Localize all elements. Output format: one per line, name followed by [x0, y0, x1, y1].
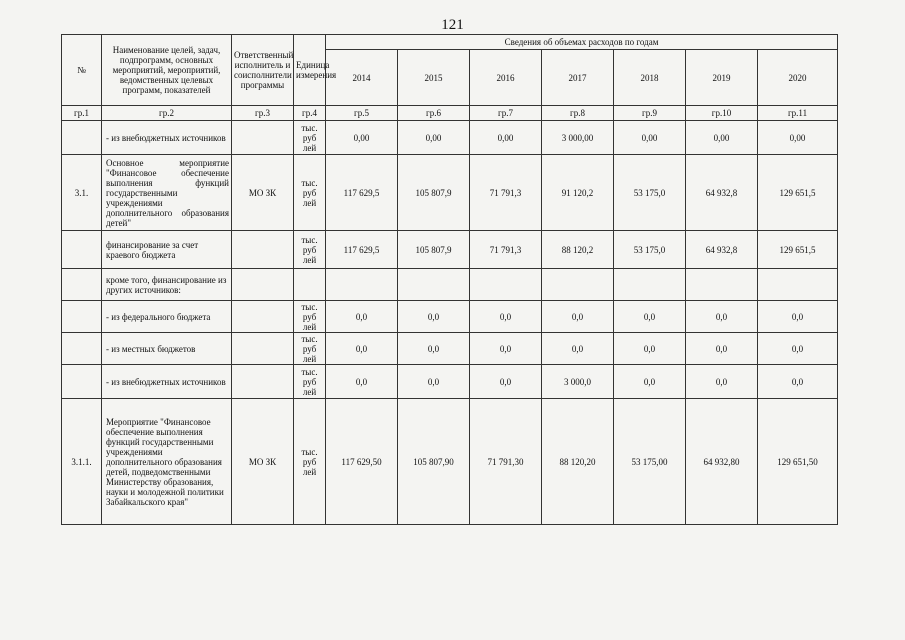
row-value: 105 807,9 — [398, 231, 470, 269]
row-responsible: МО ЗК — [232, 399, 294, 525]
row-value — [542, 269, 614, 301]
row-responsible: МО ЗК — [232, 155, 294, 231]
row-unit: тыс. руб лей — [294, 399, 326, 525]
table-row — [62, 231, 838, 269]
table-row — [62, 333, 838, 365]
row-value: 0,0 — [542, 333, 614, 365]
row-value: 0,0 — [758, 333, 838, 365]
column-number-row — [62, 106, 838, 121]
row-value: 105 807,90 — [398, 399, 470, 525]
column-number: гр.5 — [326, 106, 398, 121]
row-unit: тыс. руб лей — [294, 365, 326, 399]
row-number — [62, 301, 102, 333]
row-name: - из внебюджетных источников — [102, 121, 232, 155]
column-number: гр.4 — [294, 106, 326, 121]
row-name: - из местных бюджетов — [102, 333, 232, 365]
row-value: 0,0 — [470, 365, 542, 399]
row-value: 0,0 — [470, 333, 542, 365]
row-unit: тыс. руб лей — [294, 155, 326, 231]
header-col-unit: Единица измерения — [294, 35, 326, 106]
row-number: 3.1. — [62, 155, 102, 231]
row-value: 0,0 — [614, 365, 686, 399]
row-unit — [294, 269, 326, 301]
page-number: 121 — [441, 17, 464, 33]
row-value: 0,00 — [614, 121, 686, 155]
row-number — [62, 269, 102, 301]
row-value: 0,00 — [398, 121, 470, 155]
row-number — [62, 365, 102, 399]
column-number: гр.3 — [232, 106, 294, 121]
column-number: гр.11 — [758, 106, 838, 121]
table-row — [62, 155, 838, 231]
row-name: Мероприятие "Финансовое обеспечение выполнения функций государственными учреждениями дополнительного образования детей, подведомственными Министерству образования, науки и молодежной политики Забайкальского края" — [102, 399, 232, 525]
header-year: 2014 — [326, 50, 398, 106]
row-value: 129 651,5 — [758, 155, 838, 231]
row-value: 129 651,50 — [758, 399, 838, 525]
row-name: кроме того, финансирование из других источников: — [102, 269, 232, 301]
table-row — [62, 365, 838, 399]
header-year: 2015 — [398, 50, 470, 106]
row-value: 53 175,00 — [614, 399, 686, 525]
table-row — [62, 121, 838, 155]
row-value: 71 791,3 — [470, 231, 542, 269]
row-value: 71 791,30 — [470, 399, 542, 525]
row-name: - из внебюджетных источников — [102, 365, 232, 399]
row-value: 53 175,0 — [614, 155, 686, 231]
row-value: 64 932,8 — [686, 231, 758, 269]
row-value: 117 629,5 — [326, 231, 398, 269]
row-value — [470, 269, 542, 301]
row-value: 0,0 — [686, 365, 758, 399]
header-col-name: Наименование целей, задач, подпрограмм, основных мероприятий, мероприятий, ведомственных целевых программ, показателей — [102, 35, 232, 106]
row-value: 0,0 — [614, 333, 686, 365]
row-value: 0,0 — [398, 333, 470, 365]
header-year: 2017 — [542, 50, 614, 106]
row-value: 0,00 — [686, 121, 758, 155]
row-responsible — [232, 333, 294, 365]
header-year: 2018 — [614, 50, 686, 106]
row-unit: тыс. руб лей — [294, 333, 326, 365]
row-value: 0,0 — [398, 365, 470, 399]
header-col-responsible: Ответственный исполнитель и соисполнители программы — [232, 35, 294, 106]
row-value: 64 932,80 — [686, 399, 758, 525]
row-number — [62, 231, 102, 269]
header-year: 2020 — [758, 50, 838, 106]
budget-table — [61, 34, 838, 525]
column-number: гр.1 — [62, 106, 102, 121]
row-number — [62, 333, 102, 365]
row-value: 71 791,3 — [470, 155, 542, 231]
column-number: гр.2 — [102, 106, 232, 121]
row-value: 0,0 — [614, 301, 686, 333]
row-value — [398, 269, 470, 301]
row-value: 117 629,50 — [326, 399, 398, 525]
row-value: 0,00 — [326, 121, 398, 155]
row-responsible — [232, 301, 294, 333]
row-number — [62, 121, 102, 155]
table-row — [62, 301, 838, 333]
row-number: 3.1.1. — [62, 399, 102, 525]
column-number: гр.9 — [614, 106, 686, 121]
row-value: 88 120,20 — [542, 399, 614, 525]
row-name: Основное мероприятие "Финансовое обеспечение выполнения функций государственными учреждениями дополнительного образования детей" — [102, 155, 232, 231]
row-name: финансирование за счет краевого бюджета — [102, 231, 232, 269]
row-value: 0,00 — [758, 121, 838, 155]
row-value: 0,0 — [542, 301, 614, 333]
column-number: гр.6 — [398, 106, 470, 121]
row-unit: тыс. руб лей — [294, 121, 326, 155]
row-value: 0,0 — [326, 301, 398, 333]
row-value — [326, 269, 398, 301]
row-unit: тыс. руб лей — [294, 301, 326, 333]
column-number: гр.8 — [542, 106, 614, 121]
header-row-top — [62, 35, 838, 50]
row-value: 64 932,8 — [686, 155, 758, 231]
row-value: 91 120,2 — [542, 155, 614, 231]
row-responsible — [232, 121, 294, 155]
row-value — [758, 269, 838, 301]
row-value: 53 175,0 — [614, 231, 686, 269]
row-value: 0,0 — [470, 301, 542, 333]
row-value: 0,0 — [326, 333, 398, 365]
row-value: 0,0 — [686, 301, 758, 333]
row-responsible — [232, 231, 294, 269]
row-value: 117 629,5 — [326, 155, 398, 231]
row-value: 3 000,00 — [542, 121, 614, 155]
row-value: 0,00 — [470, 121, 542, 155]
row-value: 129 651,5 — [758, 231, 838, 269]
row-value: 0,0 — [326, 365, 398, 399]
row-value: 0,0 — [398, 301, 470, 333]
row-value: 105 807,9 — [398, 155, 470, 231]
row-responsible — [232, 269, 294, 301]
row-value: 0,0 — [758, 301, 838, 333]
row-unit: тыс. руб лей — [294, 231, 326, 269]
row-value — [686, 269, 758, 301]
row-value: 88 120,2 — [542, 231, 614, 269]
column-number: гр.7 — [470, 106, 542, 121]
header-year: 2019 — [686, 50, 758, 106]
row-name: - из федерального бюджета — [102, 301, 232, 333]
row-value — [614, 269, 686, 301]
header-year: 2016 — [470, 50, 542, 106]
table-row — [62, 399, 838, 525]
column-number: гр.10 — [686, 106, 758, 121]
row-value: 3 000,0 — [542, 365, 614, 399]
header-col-no: № — [62, 35, 102, 106]
row-value: 0,0 — [758, 365, 838, 399]
row-responsible — [232, 365, 294, 399]
header-years-group: Сведения об объемах расходов по годам — [326, 35, 838, 50]
table-row — [62, 269, 838, 301]
row-value: 0,0 — [686, 333, 758, 365]
